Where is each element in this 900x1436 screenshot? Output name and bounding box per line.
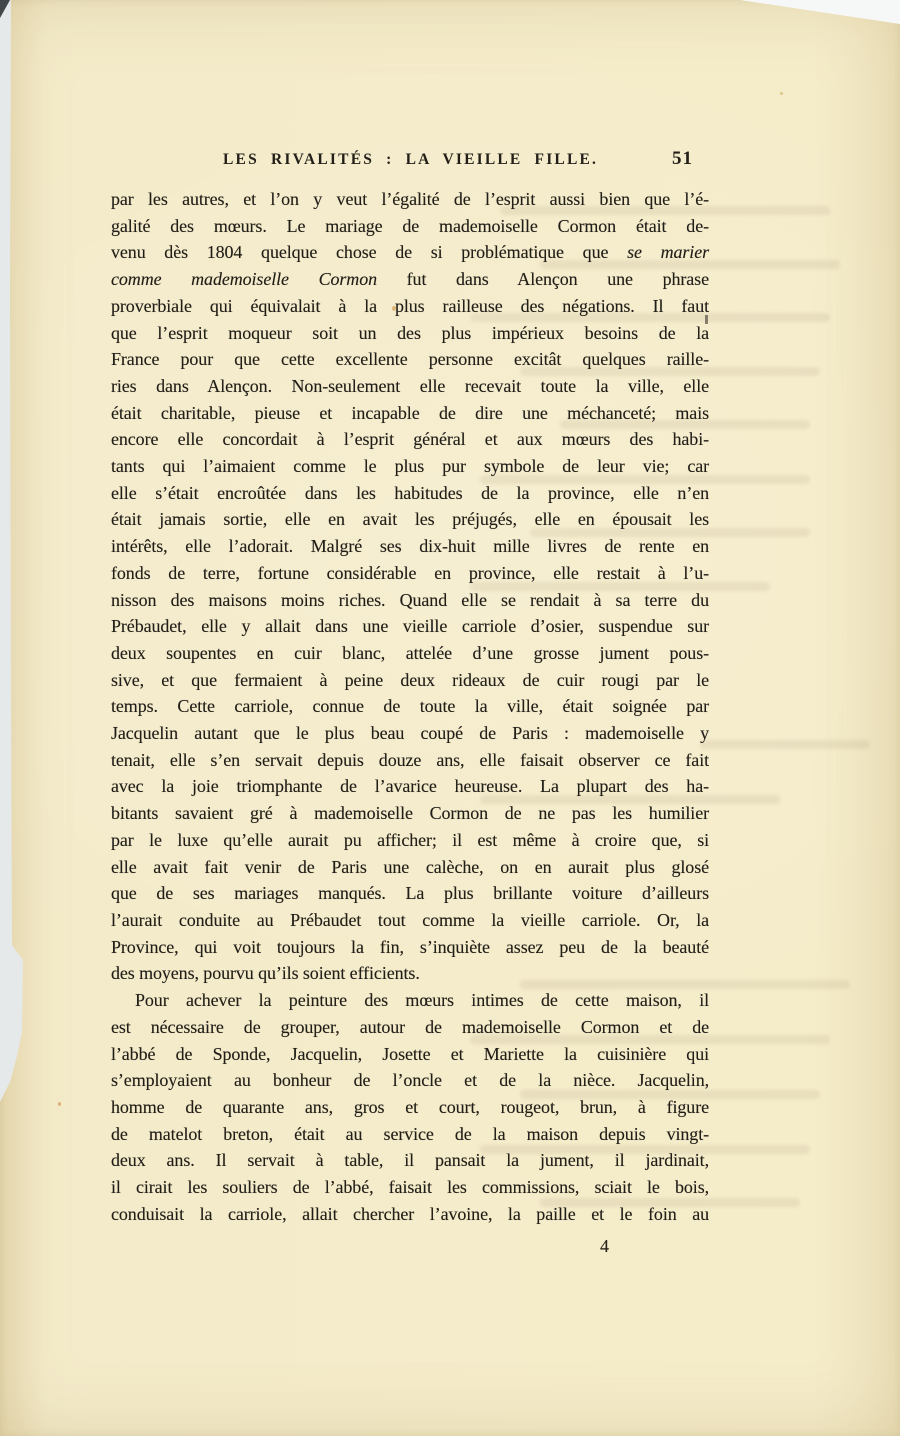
text-run: des moyens, pourvu qu’ils soient efficients. (111, 963, 420, 984)
text-run: deux soupentes en cuir blanc, attelée d’une grosse jument pous- (111, 642, 709, 663)
text-line (111, 907, 709, 934)
text-line (111, 587, 709, 614)
text-run: conduisait la carriole, allait chercher l’avoine, la paille et le foin au (111, 1203, 709, 1224)
text-line (111, 747, 709, 774)
text-line (111, 213, 709, 240)
text-run: Prébaudet, elle y allait dans une vieille carriole d’osier, suspendue sur (111, 616, 709, 637)
text-line (111, 320, 709, 347)
body-text (111, 186, 709, 1227)
text-line (111, 266, 709, 293)
text-run: est nécessaire de grouper, autour de mademoiselle Cormon et de (111, 1016, 709, 1037)
text-run: Province, qui voit toujours la fin, s’inquiète assez peu de la beauté (111, 936, 709, 957)
text-line (111, 1174, 709, 1201)
text-line (111, 1121, 709, 1148)
text-run: par les autres, et l’on y veut l’égalité de l’esprit aussi bien que l’é- (111, 189, 709, 209)
page-number: 51 (672, 148, 693, 169)
text-line (111, 960, 709, 987)
text-line (111, 640, 709, 667)
text-run: par le luxe qu’elle aurait pu afficher; il est même à croire que, si (111, 829, 709, 850)
text-run: que l’esprit moqueur soit un des plus impérieux besoins de la (111, 322, 709, 343)
text-line (111, 934, 709, 961)
paper-speck (58, 1102, 61, 1106)
text-run: temps. Cette carriole, connue de toute la ville, était soignée par (111, 696, 709, 717)
text-run: était jamais sortie, elle en avait les préjugés, elle en épousait les (111, 509, 709, 530)
text-line (111, 1067, 709, 1094)
text-run: ries dans Alençon. Non-seulement elle recevait toute la ville, elle (111, 375, 709, 396)
text-line (111, 667, 709, 694)
text-line (111, 506, 709, 533)
text-line (111, 827, 709, 854)
text-run: il cirait les souliers de l’abbé, faisait les commissions, sciait le bois, (111, 1177, 709, 1198)
text-line (111, 1201, 709, 1228)
text-line (111, 1147, 709, 1174)
text-run: fut dans Alençon une phrase (377, 269, 709, 290)
text-run: encore elle concordait à l’esprit général et aux mœurs des habi- (111, 429, 709, 450)
text-run: galité des mœurs. Le mariage de mademoiselle Cormon était de- (111, 215, 709, 236)
text-run: Pour achever la peinture des mœurs intimes de cette maison, il (135, 990, 709, 1011)
italic-phrase: se marier (627, 242, 710, 263)
text-run: elle s’était encroûtée dans les habitudes de la province, elle n’en (111, 482, 709, 503)
text-run: proverbiale qui équivalait à la plus railleuse des négations. Il faut (111, 295, 709, 316)
signature-mark: 4 (600, 1236, 609, 1256)
text-run: homme de quarante ans, gros et court, rougeot, brun, à figure (111, 1096, 709, 1117)
text-line (111, 480, 709, 507)
text-line (111, 1041, 709, 1068)
text-run: bitants savaient gré à mademoiselle Cormon de ne pas les humilier (111, 803, 709, 824)
text-run: que de ses mariages manqués. La plus brillante voiture d’ailleurs (111, 883, 709, 904)
text-run: l’aurait conduite au Prébaudet tout comme la vieille carriole. Or, la (111, 909, 709, 930)
text-run: intérêts, elle l’adorait. Malgré ses dix-huit mille livres de rente en (111, 536, 709, 557)
text-line (111, 400, 709, 427)
text-run: de matelot breton, était au service de la maison depuis vingt- (111, 1123, 709, 1144)
text-line (111, 613, 709, 640)
text-line (111, 800, 709, 827)
running-header (111, 148, 709, 178)
text-run: avec la joie triomphante de l’avarice heureuse. La plupart des ha- (111, 776, 709, 797)
text-run: tenait, elle s’en servait depuis douze ans, elle faisait observer ce fait (111, 749, 709, 770)
chapter-running-title: LES RIVALITÉS : LA VIEILLE FILLE. (223, 151, 599, 168)
text-run: l’abbé de Sponde, Jacquelin, Josette et Mariette la cuisinière qui (111, 1043, 709, 1064)
text-line (111, 533, 709, 560)
text-line (111, 239, 709, 266)
text-line (111, 1094, 709, 1121)
italic-phrase: comme mademoiselle Cormon (111, 269, 377, 290)
text-run: tants qui l’aimaient comme le plus pur symbole de leur vie; car (111, 456, 709, 477)
text-run: sive, et que fermaient à peine deux rideaux de cuir rougi par le (111, 669, 709, 690)
text-run: s’employaient au bonheur de l’oncle et de la nièce. Jacquelin, (111, 1070, 709, 1091)
text-run: France pour que cette excellente personne excitât quelques raille- (111, 349, 709, 370)
text-line (111, 773, 709, 800)
text-run: était charitable, pieuse et incapable de dire une méchanceté; mais (111, 402, 709, 423)
text-line (111, 720, 709, 747)
text-line (111, 186, 709, 213)
text-line (111, 426, 709, 453)
text-run: venu dès 1804 quelque chose de si problématique que (111, 242, 628, 263)
text-line (111, 293, 709, 320)
text-run: deux ans. Il servait à table, il pansait la jument, il jardinait, (111, 1150, 709, 1171)
text-line (111, 453, 709, 480)
text-line (111, 880, 709, 907)
text-run: nisson des maisons moins riches. Quand elle se rendait à sa terre du (111, 589, 709, 610)
text-line (111, 854, 709, 881)
bleedthrough-texture (700, 740, 870, 749)
text-run: elle avait fait venir de Paris une calèche, on en aurait plus glosé (111, 856, 709, 877)
paper-speck (780, 92, 783, 95)
text-line (111, 1014, 709, 1041)
text-line (111, 373, 709, 400)
text-line (111, 346, 709, 373)
text-line (111, 693, 709, 720)
text-line (111, 987, 709, 1014)
text-line (111, 560, 709, 587)
text-run: fonds de terre, fortune considérable en province, elle restait à l’u- (111, 562, 709, 583)
text-run: Jacquelin autant que le plus beau coupé de Paris : mademoiselle y (111, 723, 709, 744)
